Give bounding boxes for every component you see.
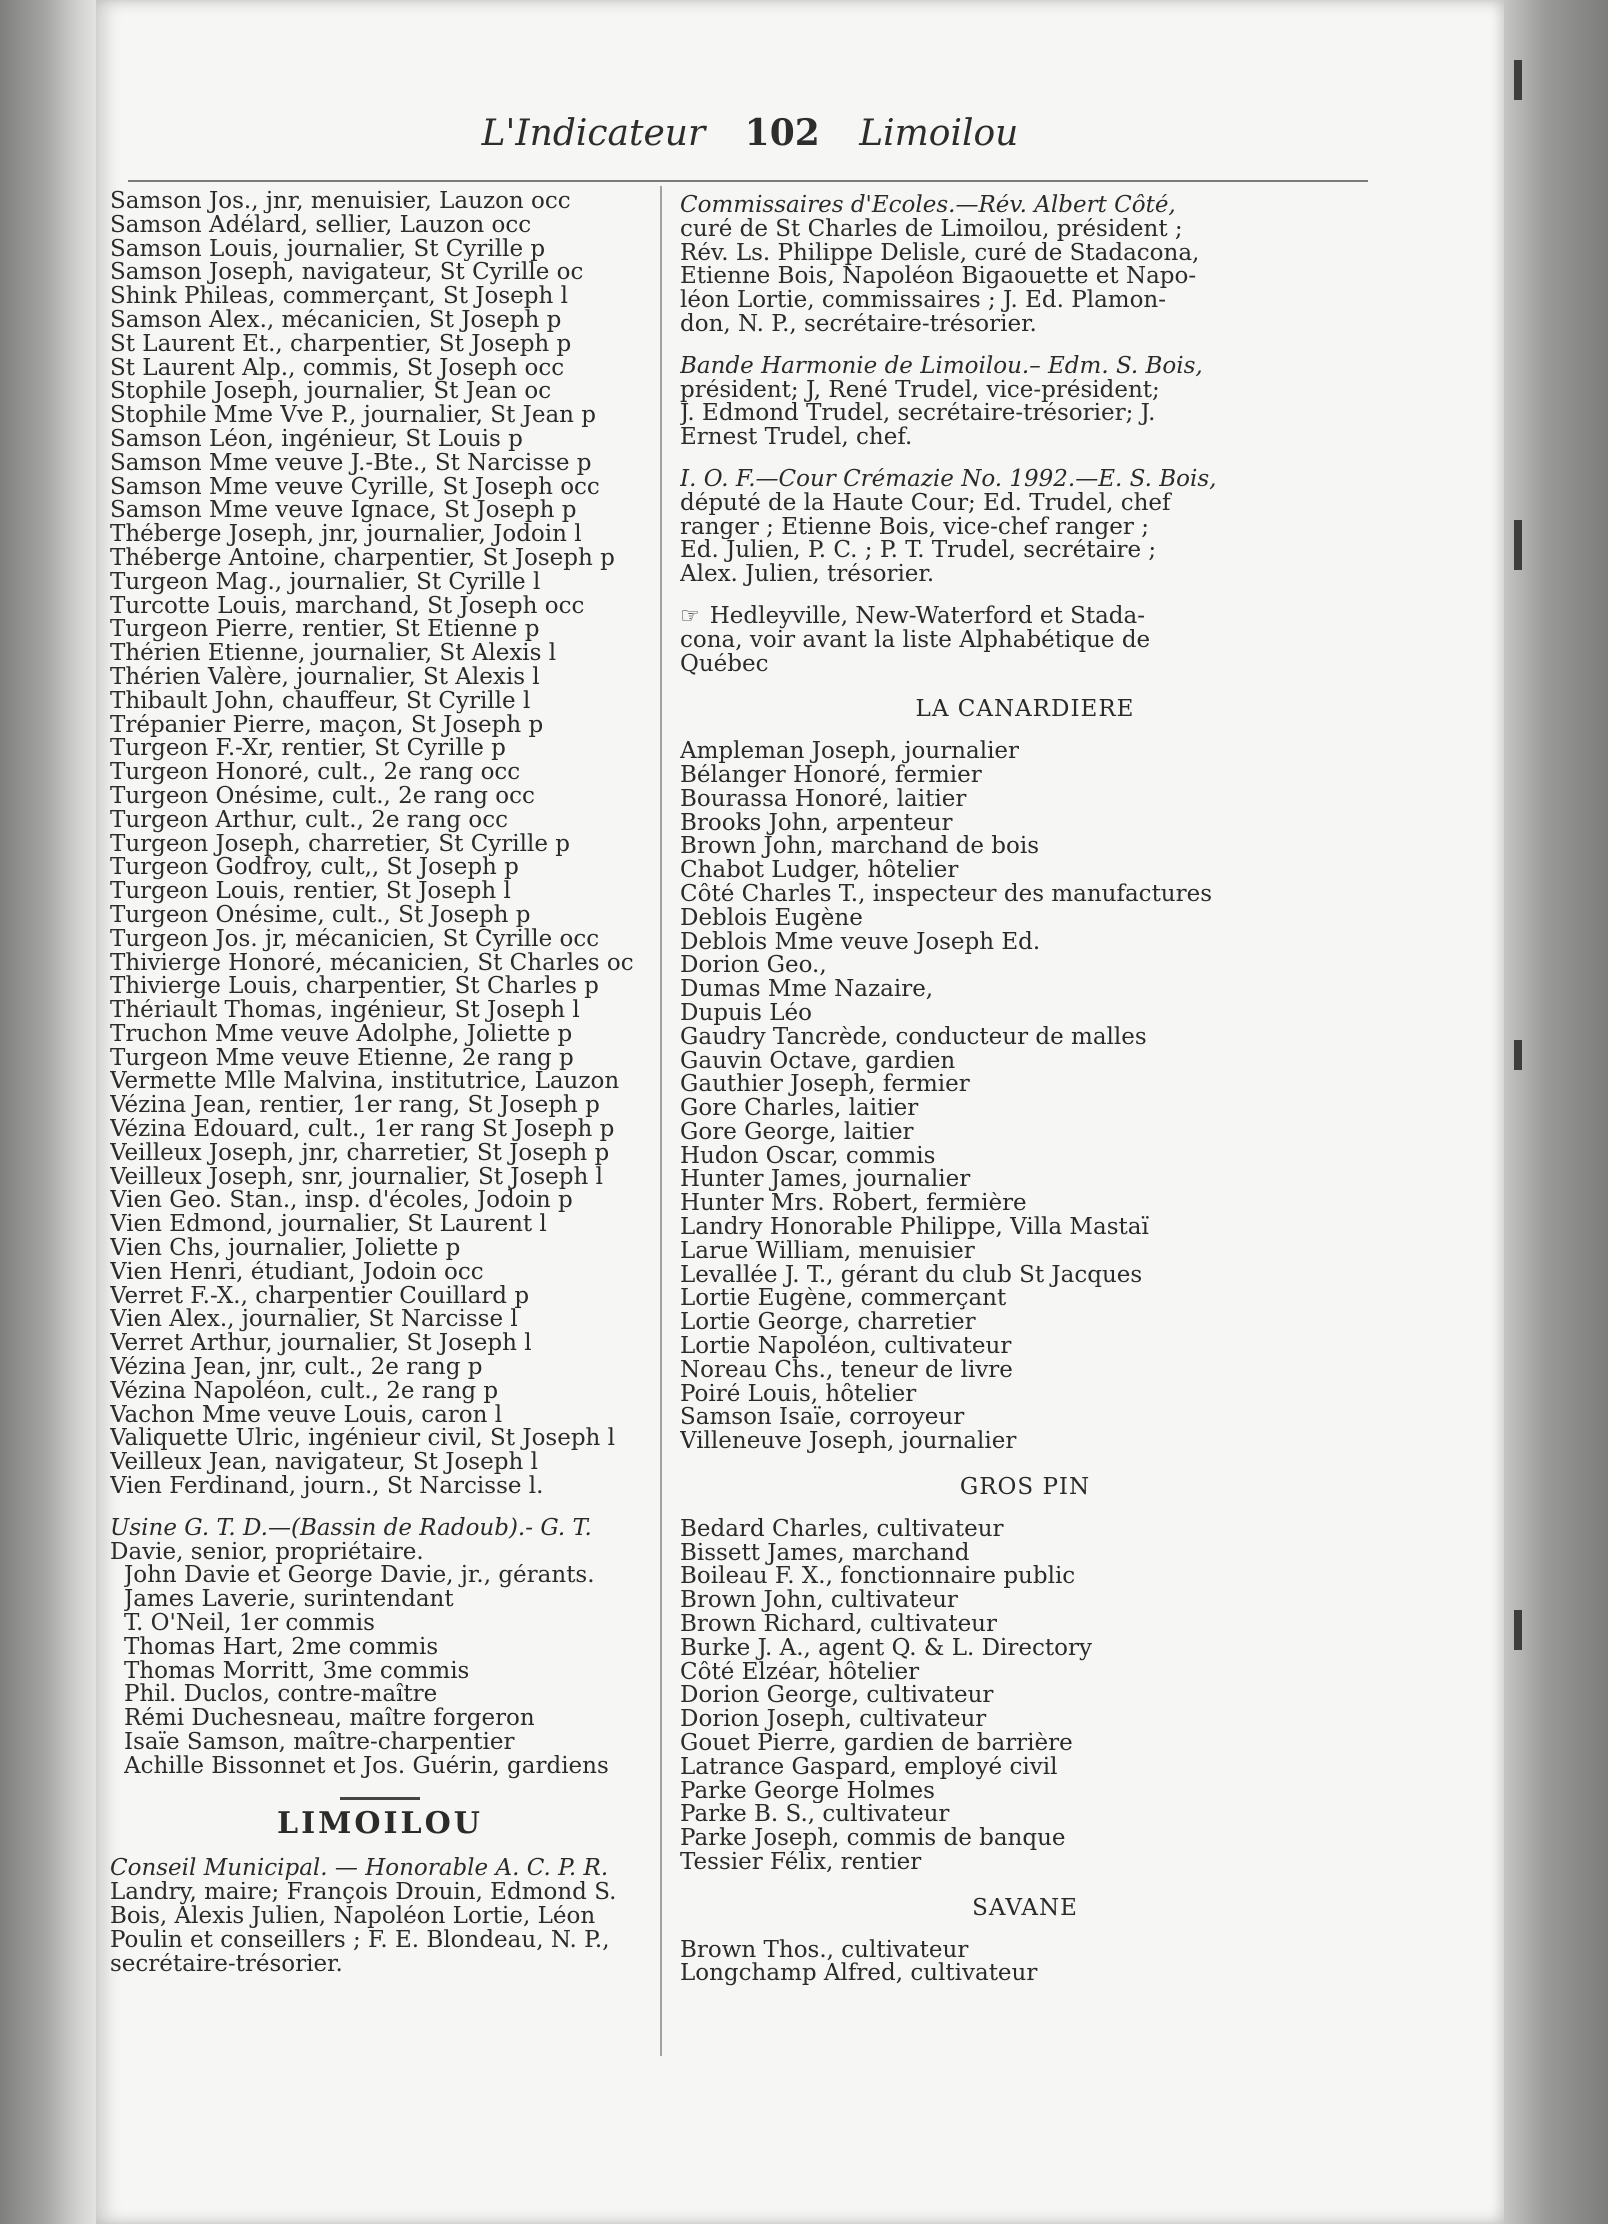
list-item: Villeneuve Joseph, journalier (680, 1430, 1017, 1455)
conseil-line: secrétaire-trésorier. (110, 1952, 343, 1977)
list-item: Vien Geo. Stan., insp. d'écoles, Jodoin p (110, 1189, 573, 1214)
list-item: Bedard Charles, cultivateur (680, 1517, 1004, 1542)
header-publication: L'Indicateur (481, 113, 706, 154)
list-item: Samson Adélard, sellier, Lauzon occ (110, 213, 532, 238)
list-item: Thériault Thomas, ingénieur, St Joseph l (110, 999, 580, 1023)
list-item: Lortie Napoléon, cultivateur (680, 1335, 1012, 1359)
list-item: Veilleux Jean, navigateur, St Joseph l (110, 1451, 538, 1476)
list-item: Vien Henri, étudiant, Jodoin occ (110, 1260, 484, 1285)
header-section: Limoilou (859, 113, 1019, 154)
list-item: Bourassa Honoré, laitier (680, 787, 967, 812)
iof-line: Ed. Julien, P. C. ; P. T. Trudel, secrétaire ; (680, 539, 1157, 564)
list-item: Samson Mme veuve J.-Bte., St Narcisse p (110, 451, 592, 476)
list-item: Bissett James, marchand (680, 1541, 970, 1566)
list-item: Bélanger Honoré, fermier (680, 763, 982, 788)
note-line: Québec (680, 652, 769, 677)
list-item: Trépanier Pierre, maçon, St Joseph p (110, 713, 544, 738)
list-item: Turgeon Arthur, cult., 2e rang occ (110, 808, 508, 833)
section-title-canardiere: LA CANARDIERE (915, 696, 1135, 723)
list-item: Samson Alex., mécanicien, St Joseph p (110, 308, 562, 333)
list-item: Dorion Joseph, cultivateur (680, 1708, 987, 1733)
list-item: Levallée J. T., gérant du club St Jacques (680, 1263, 1143, 1288)
edge-mark (1514, 1610, 1522, 1650)
conseil-heading: Conseil Municipal. — Honorable A. C. P. R. (110, 1857, 609, 1882)
list-item: Gouet Pierre, gardien de barrière (680, 1732, 1073, 1756)
note-line: Hedleyville, New-Waterford et Stada- (709, 604, 1145, 629)
list-item: Latrance Gaspard, employé civil (680, 1755, 1058, 1780)
commissaires-line: Etienne Bois, Napoléon Bigaouette et Napo- (680, 265, 1197, 290)
list-item: Hudon Oscar, commis (680, 1144, 936, 1169)
right-column (680, 194, 1370, 1986)
list-item: Hunter Mrs. Robert, fermière (680, 1192, 1027, 1217)
list-item: Boileau F. X., fonctionnaire public (680, 1565, 1076, 1590)
list-item: Vermette Mlle Malvina, institutrice, Lauzon (110, 1070, 620, 1095)
list-item: Valiquette Ulric, ingénieur civil, St Joseph l (110, 1427, 616, 1452)
list-item: Thomas Hart, 2me commis (124, 1635, 439, 1660)
list-item: Ampleman Joseph, journalier (680, 740, 1020, 764)
iof-line: député de la Haute Cour; Ed. Trudel, chef (680, 491, 1171, 516)
commissaires-line: Rév. Ls. Philippe Delisle, curé de Stadacona, (680, 241, 1200, 266)
list-item: Samson Louis, journalier, St Cyrille p (110, 237, 546, 262)
list-item: T. O'Neil, 1er commis (124, 1612, 375, 1636)
list-item: Théberge Joseph, jnr, journalier, Jodoin l (110, 523, 582, 547)
list-item: Dumas Mme Nazaire, (680, 978, 934, 1002)
header-rule (128, 180, 1368, 182)
bande-block (680, 355, 1370, 450)
section-title-gros-pin: GROS PIN (959, 1474, 1091, 1501)
list-item: Phil. Duclos, contre-maître (124, 1683, 438, 1708)
edge-mark (1514, 60, 1522, 100)
section-title-savane: SAVANE (972, 1894, 1078, 1921)
list-item: Landry Honorable Philippe, Villa Mastaï (680, 1216, 1149, 1240)
list-item: Stophile Joseph, journalier, St Jean oc (110, 380, 552, 405)
list-item: Isaïe Samson, maître-charpentier (124, 1731, 515, 1755)
iof-line: Alex. Julien, trésorier. (680, 563, 935, 587)
list-item: Hunter James, journalier (680, 1168, 971, 1193)
bande-heading: Bande Harmonie de Limoilou.– Edm. S. Bois, (680, 354, 1203, 379)
list-item: Parke B. S., cultivateur (680, 1803, 950, 1828)
canardiere-list (680, 740, 1370, 1454)
commissaires-line: curé de St Charles de Limoilou, président ; (680, 217, 1183, 242)
list-item: Noreau Chs., teneur de livre (680, 1358, 1013, 1383)
list-item: Vézina Jean, rentier, 1er rang, St Joseph p (110, 1094, 600, 1119)
list-item: Vien Edmond, journalier, St Laurent l (110, 1213, 547, 1238)
list-item: Turgeon Onésime, cult., St Joseph p (110, 903, 531, 928)
bande-line: président; J, René Trudel, vice-président; (680, 378, 1160, 403)
list-item: Turgeon Onésime, cult., 2e rang occ (110, 784, 535, 809)
list-item: Larue William, menuisier (680, 1239, 975, 1264)
list-item: Verret Arthur, journalier, St Joseph l (110, 1332, 532, 1357)
list-item: Brown Thos., cultivateur (680, 1938, 969, 1963)
list-item: Poiré Louis, hôtelier (680, 1382, 917, 1407)
list-item: Rémi Duchesneau, maître forgeron (124, 1707, 535, 1731)
list-item: Veilleux Joseph, snr, journalier, St Joseph l (110, 1165, 603, 1190)
list-item: Côté Charles T., inspecteur des manufactures (680, 882, 1213, 907)
list-item: Burke J. A., agent Q. & L. Directory (680, 1636, 1092, 1661)
book-spine (0, 0, 96, 2224)
list-item: Thérien Valère, journalier, St Alexis l (110, 665, 540, 690)
list-item: Brown John, marchand de bois (680, 835, 1040, 860)
list-item: Veilleux Joseph, jnr, charretier, St Joseph p (110, 1141, 610, 1166)
note-block (680, 605, 1370, 676)
list-item: Thérien Etienne, journalier, St Alexis l (110, 642, 557, 666)
list-item: Truchon Mme veuve Adolphe, Joliette p (110, 1022, 573, 1047)
list-item: Brown Richard, cultivateur (680, 1613, 997, 1637)
list-item: Dorion Geo., (680, 954, 827, 979)
list-item: Turgeon Godfroy, cult,, St Joseph p (110, 856, 519, 881)
note-line: cona, voir avant la liste Alphabétique de (680, 628, 1151, 653)
iof-line: ranger ; Etienne Bois, vice-chef ranger ; (680, 515, 1149, 540)
list-item: Thivierge Honoré, mécanicien, St Charles oc (110, 951, 634, 976)
list-item: Turgeon Mag., journalier, St Cyrille l (110, 570, 541, 595)
edge-mark (1514, 520, 1522, 570)
usine-heading: Usine G. T. D.—(Bassin de Radoub).- G. T. (110, 1516, 592, 1541)
usine-line: Davie, senior, propriétaire. (110, 1540, 424, 1565)
bande-line: Ernest Trudel, chef. (680, 426, 913, 450)
list-item: Thomas Morritt, 3me commis (124, 1659, 470, 1684)
commissaires-block (680, 194, 1370, 337)
left-column (110, 190, 650, 1976)
section-title-limoilou: LIMOILOU (277, 1805, 483, 1841)
savane-list (680, 1939, 1370, 1987)
list-item: Samson Isaïe, corroyeur (680, 1406, 965, 1431)
facing-page-edge (1504, 0, 1608, 2224)
commissaires-heading: Commissaires d'Ecoles.—Rév. Albert Côté, (680, 194, 1176, 218)
list-item: Verret F.-X., charpentier Couillard p (110, 1284, 530, 1309)
list-item: Longchamp Alfred, cultivateur (680, 1962, 1038, 1987)
list-item: Samson Jos., jnr, menuisier, Lauzon occ (110, 190, 571, 214)
iof-block (680, 468, 1370, 587)
list-item: Théberge Antoine, charpentier, St Joseph p (110, 546, 615, 571)
usine-staff-list (110, 1564, 650, 1778)
section-rule (340, 1797, 420, 1800)
list-item: Thivierge Louis, charpentier, St Charles p (110, 975, 599, 1000)
list-item: Deblois Eugène (680, 906, 863, 931)
list-item: John Davie et George Davie, jr., gérants. (124, 1564, 595, 1589)
list-item: Lortie George, charretier (680, 1311, 976, 1336)
pointing-hand-icon: ☞ (680, 604, 700, 629)
conseil-line: Landry, maire; François Drouin, Edmond S. (110, 1881, 617, 1905)
list-item: Turgeon Louis, rentier, St Joseph l (110, 880, 511, 904)
list-item: Shink Phileas, commerçant, St Joseph l (110, 285, 568, 309)
list-item: Vézina Jean, jnr, cult., 2e rang p (110, 1356, 483, 1380)
list-item: Turgeon Pierre, rentier, St Etienne p (110, 618, 540, 643)
list-item: Dupuis Léo (680, 1001, 812, 1026)
list-item: Dorion George, cultivateur (680, 1684, 994, 1709)
commissaires-line: léon Lortie, commissaires ; J. Ed. Plamon- (680, 289, 1167, 313)
list-item: Vachon Mme veuve Louis, caron l (110, 1403, 503, 1428)
list-item: James Laverie, surintendant (124, 1588, 454, 1613)
list-item: Achille Bissonnet et Jos. Guérin, gardiens (124, 1754, 609, 1779)
commissaires-line: don, N. P., secrétaire-trésorier. (680, 312, 1037, 337)
list-item: Vien Alex., journalier, St Narcisse l (110, 1308, 518, 1333)
list-item: Tessier Félix, rentier (680, 1851, 922, 1875)
list-item: Turgeon Honoré, cult., 2e rang occ (110, 761, 521, 785)
list-item: Deblois Mme veuve Joseph Ed. (680, 930, 1041, 955)
edge-mark (1514, 1040, 1522, 1070)
list-item: Samson Léon, ingénieur, St Louis p (110, 427, 523, 452)
list-item: St Laurent Alp., commis, St Joseph occ (110, 356, 565, 381)
list-item: St Laurent Et., charpentier, St Joseph p (110, 332, 572, 357)
conseil-line: Bois, Alexis Julien, Napoléon Lortie, Léon (110, 1904, 596, 1929)
list-item: Gore George, laitier (680, 1120, 914, 1145)
list-item: Chabot Ludger, hôtelier (680, 859, 959, 883)
list-item: Gaudry Tancrède, conducteur de malles (680, 1025, 1147, 1050)
conseil-line: Poulin et conseillers ; F. E. Blondeau, N. P., (110, 1928, 610, 1953)
gros-pin-list (680, 1518, 1370, 1875)
list-item: Turgeon Mme veuve Etienne, 2e rang p (110, 1046, 574, 1071)
list-item: Lortie Eugène, commerçant (680, 1287, 1007, 1312)
list-item: Thibault John, chauffeur, St Cyrille l (110, 689, 531, 714)
list-item: Gore Charles, laitier (680, 1097, 919, 1121)
usine-block (110, 1517, 650, 1565)
list-item: Brown John, cultivateur (680, 1589, 958, 1614)
list-item: Gauthier Joseph, fermier (680, 1073, 970, 1098)
list-item: Brooks John, arpenteur (680, 811, 953, 836)
running-header (135, 108, 1365, 158)
list-item: Vézina Edouard, cult., 1er rang St Joseph p (110, 1118, 615, 1142)
list-item: Samson Mme veuve Ignace, St Joseph p (110, 499, 577, 524)
list-item: Gauvin Octave, gardien (680, 1049, 956, 1074)
list-item: Samson Mme veuve Cyrille, St Joseph occ (110, 475, 600, 500)
list-item: Parke George Holmes (680, 1779, 935, 1804)
list-item: Vien Chs, journalier, Joliette p (110, 1237, 461, 1261)
conseil-block (110, 1857, 650, 1976)
column-divider (660, 186, 662, 2056)
list-item: Côté Elzéar, hôtelier (680, 1660, 920, 1685)
page-number: 102 (744, 112, 820, 154)
list-item: Turgeon Joseph, charretier, St Cyrille p (110, 832, 571, 857)
iof-heading: I. O. F.—Cour Crémazie No. 1992.—E. S. Bois, (680, 467, 1217, 492)
list-item: Stophile Mme Vve P., journalier, St Jean p (110, 404, 596, 428)
list-item: Vien Ferdinand, journ., St Narcisse l. (110, 1475, 544, 1499)
list-item: Samson Joseph, navigateur, St Cyrille oc (110, 261, 584, 286)
list-item: Parke Joseph, commis de banque (680, 1827, 1066, 1851)
list-item: Turcotte Louis, marchand, St Joseph occ (110, 594, 585, 619)
list-item: Turgeon F.-Xr, rentier, St Cyrille p (110, 737, 506, 762)
bande-line: J. Edmond Trudel, secrétaire-trésorier; J. (680, 402, 1156, 427)
list-item: Vézina Napoléon, cult., 2e rang p (110, 1379, 499, 1404)
directory-list-left (110, 190, 650, 1499)
list-item: Turgeon Jos. jr, mécanicien, St Cyrille occ (110, 927, 600, 952)
